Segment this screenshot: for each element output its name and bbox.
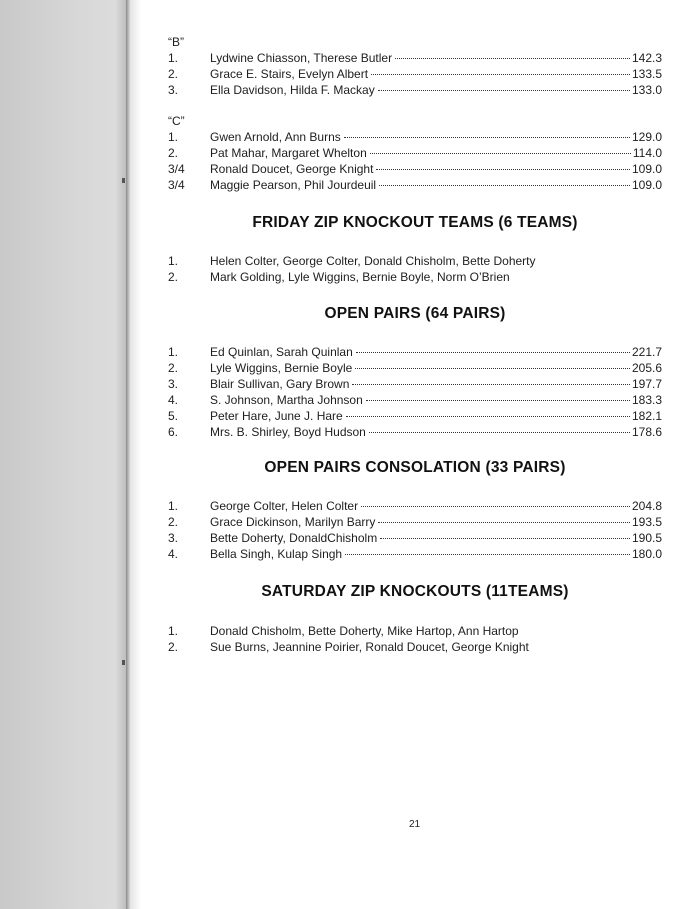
score: 129.0 [631,130,662,144]
dot-leader [378,89,630,91]
score: 142.3 [631,51,662,65]
friday-results [168,253,662,285]
scan-edge-mark [122,660,125,665]
rank: 3/4 [168,178,185,192]
result-row [168,546,662,562]
section-c [168,113,662,193]
result-row [168,145,662,161]
score: 109.0 [631,178,662,192]
result-row [168,129,662,145]
score: 193.5 [631,515,662,529]
player-names: Helen Colter, George Colter, Donald Chisholm, Bette Doherty [210,254,536,268]
section-consolation [168,458,662,478]
rank: 3. [168,83,179,97]
player-names: Donald Chisholm, Bette Doherty, Mike Hartop, Ann Hartop [210,624,519,638]
player-names: Gwen Arnold, Ann Burns [210,130,341,144]
player-names: Mrs. B. Shirley, Boyd Hudson [210,425,366,439]
result-row [168,392,662,408]
results-list [168,344,662,440]
rank: 1. [168,51,179,65]
results-list [168,50,662,98]
rank: 1. [168,254,179,268]
dot-leader [345,553,630,555]
open-pairs-results [168,344,662,440]
scan-background [0,0,128,909]
player-names: S. Johnson, Martha Johnson [210,393,363,407]
consolation-results [168,498,662,562]
section-friday-knockout [168,213,662,233]
player-names: Peter Hare, June J. Hare [210,409,343,423]
dot-leader [380,537,630,539]
dot-leader [355,367,630,369]
result-row [168,66,662,82]
dot-leader [379,184,630,186]
result-row [168,360,662,376]
player-names: Blair Sullivan, Gary Brown [210,377,350,391]
results-list [168,498,662,562]
player-names: Mark Golding, Lyle Wiggins, Bernie Boyle, Norm O’Brien [210,270,510,284]
rank: 1. [168,499,179,513]
rank: 4. [168,547,179,561]
rank: 2. [168,146,179,160]
player-names: Sue Burns, Jeannine Poirier, Ronald Doucet, George Knight [210,640,529,654]
result-row [168,530,662,546]
score: 178.6 [631,425,662,439]
score: 197.7 [631,377,662,391]
player-names: Grace Dickinson, Marilyn Barry [210,515,376,529]
results-list [168,623,662,655]
result-row [168,408,662,424]
player-names: Bette Doherty, DonaldChisholm [210,531,378,545]
section-label: “B” [168,35,184,49]
score: 190.5 [631,531,662,545]
section-b [168,34,662,98]
dot-leader [371,73,630,75]
rank: 1. [168,130,179,144]
section-heading: FRIDAY ZIP KNOCKOUT TEAMS (6 TEAMS) [252,214,578,231]
player-names: Grace E. Stairs, Evelyn Albert [210,67,369,81]
rank: 2. [168,640,179,654]
score: 180.0 [631,547,662,561]
section-open-pairs [168,304,662,324]
score: 109.0 [631,162,662,176]
dot-leader [395,57,630,59]
result-row [168,424,662,440]
dot-leader [366,399,630,401]
player-names: Maggie Pearson, Phil Jourdeuil [210,178,377,192]
result-row [168,253,662,269]
rank: 2. [168,361,179,375]
page-number: 21 [408,819,421,830]
dot-leader [346,415,630,417]
result-row [168,639,662,655]
result-row [168,344,662,360]
score: 183.3 [631,393,662,407]
player-names: George Colter, Helen Colter [210,499,359,513]
score: 133.0 [631,83,662,97]
score: 133.5 [631,67,662,81]
results-list [168,129,662,193]
player-names: Ronald Doucet, George Knight [210,162,374,176]
player-names: Ed Quinlan, Sarah Quinlan [210,345,353,359]
section-heading: OPEN PAIRS (64 PAIRS) [324,305,506,322]
rank: 3/4 [168,162,185,176]
section-heading: SATURDAY ZIP KNOCKOUTS (11TEAMS) [261,583,569,600]
scan-edge-mark [122,178,125,183]
results-list [168,253,662,285]
result-row [168,50,662,66]
result-row [168,376,662,392]
score: 204.8 [631,499,662,513]
section-heading: OPEN PAIRS CONSOLATION (33 PAIRS) [264,459,566,476]
score: 205.6 [631,361,662,375]
dot-leader [369,431,630,433]
section-saturday-knockout [168,582,662,602]
player-names: Lyle Wiggins, Bernie Boyle [210,361,353,375]
saturday-results [168,623,662,655]
dot-leader [361,505,630,507]
document-page [131,0,698,909]
result-row [168,514,662,530]
player-names: Lydwine Chiasson, Therese Butler [210,51,393,65]
rank: 2. [168,515,179,529]
dot-leader [344,136,630,138]
rank: 1. [168,624,179,638]
rank: 3. [168,377,179,391]
result-row [168,498,662,514]
dot-leader [370,152,631,154]
result-row [168,177,662,193]
result-row [168,161,662,177]
rank: 3. [168,531,179,545]
result-row [168,82,662,98]
result-row [168,623,662,639]
player-names: Pat Mahar, Margaret Whelton [210,146,367,160]
dot-leader [378,521,630,523]
dot-leader [352,383,630,385]
rank: 2. [168,67,179,81]
dot-leader [356,351,630,353]
player-names: Ella Davidson, Hilda F. Mackay [210,83,375,97]
player-names: Bella Singh, Kulap Singh [210,547,343,561]
dot-leader [376,168,630,170]
rank: 1. [168,345,179,359]
section-label: “C” [168,114,185,128]
rank: 5. [168,409,179,423]
result-row [168,269,662,285]
score: 221.7 [631,345,662,359]
score: 182.1 [631,409,662,423]
rank: 4. [168,393,179,407]
rank: 6. [168,425,179,439]
score: 114.0 [632,146,662,160]
rank: 2. [168,270,179,284]
